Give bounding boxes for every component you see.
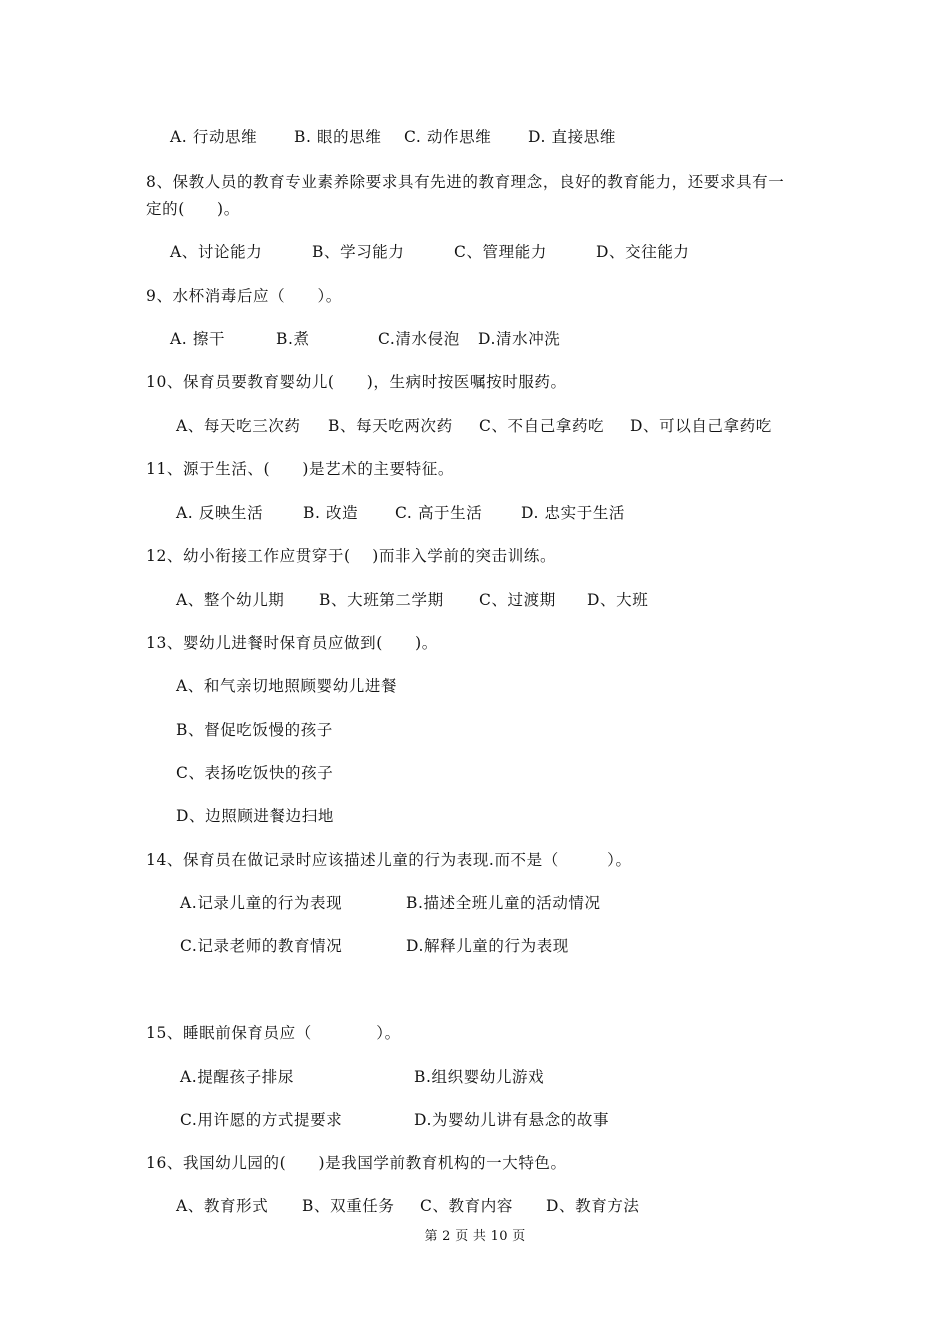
q7-option-c: C. 动作思维: [404, 128, 492, 146]
q11-option-b: B. 改造: [303, 504, 359, 522]
q11-text: 11、源于生活、( )是艺术的主要特征。: [146, 460, 454, 478]
q12-option-d: D、大班: [587, 591, 649, 609]
q14-option-d: D.解释儿童的行为表现: [406, 937, 569, 955]
q13-option-d: D、边照顾进餐边扫地: [176, 807, 334, 825]
page-number-footer: 第 2 页 共 10 页: [424, 1229, 526, 1244]
q9-option-c: C.清水侵泡: [378, 330, 460, 348]
q16-option-d: D、教育方法: [546, 1197, 640, 1215]
q13-option-b: B、督促吃饭慢的孩子: [176, 721, 333, 739]
q15-text: 15、睡眠前保育员应（ ）。: [146, 1024, 401, 1042]
q14-text: 14、保育员在做记录时应该描述儿童的行为表现.而不是（ ）。: [146, 851, 632, 869]
q16-text: 16、我国幼儿园的( )是我国学前教育机构的一大特色。: [146, 1154, 567, 1172]
q8-option-b: B、学习能力: [312, 243, 405, 261]
q8-text-line2: 定的( )。: [146, 200, 240, 218]
q15-option-d: D.为婴幼儿讲有悬念的故事: [414, 1111, 610, 1129]
q15-option-c: C.用许愿的方式提要求: [180, 1111, 343, 1129]
q12-option-b: B、大班第二学期: [319, 591, 444, 609]
q9-option-b: B.煮: [276, 330, 310, 348]
q16-option-a: A、教育形式: [176, 1197, 269, 1215]
q8-option-c: C、管理能力: [454, 243, 547, 261]
q13-text: 13、婴幼儿进餐时保育员应做到( )。: [146, 634, 438, 652]
q12-option-c: C、过渡期: [479, 591, 556, 609]
q8-text-line1: 8、保教人员的教育专业素养除要求具有先进的教育理念，良好的教育能力，还要求具有一: [146, 173, 785, 191]
q14-option-c: C.记录老师的教育情况: [180, 937, 343, 955]
q9-option-d: D.清水冲洗: [478, 330, 561, 348]
q10-option-c: C、不自己拿药吃: [479, 417, 605, 435]
q16-option-c: C、教育内容: [420, 1197, 513, 1215]
q9-option-a: A. 擦干: [170, 330, 226, 348]
q15-option-b: B.组织婴幼儿游戏: [414, 1068, 545, 1086]
q9-text: 9、水杯消毒后应（ ）。: [146, 287, 342, 305]
q12-option-a: A、整个幼儿期: [176, 591, 285, 609]
q11-option-c: C. 高于生活: [395, 504, 483, 522]
q11-option-a: A. 反映生活: [176, 504, 264, 522]
q14-option-b: B.描述全班儿童的活动情况: [406, 894, 601, 912]
q8-option-a: A、讨论能力: [170, 243, 263, 261]
q12-text: 12、幼小衔接工作应贯穿于( )而非入学前的突击训练。: [146, 547, 557, 565]
q13-option-a: A、和气亲切地照顾婴幼儿进餐: [176, 677, 398, 695]
q10-option-b: B、每天吃两次药: [328, 417, 453, 435]
q7-option-b: B. 眼的思维: [294, 128, 382, 146]
q13-option-c: C、表扬吃饭快的孩子: [176, 764, 334, 782]
q7-option-a: A. 行动思维: [170, 128, 258, 146]
q8-option-d: D、交往能力: [596, 243, 690, 261]
q10-option-a: A、每天吃三次药: [176, 417, 301, 435]
q10-text: 10、保育员要教育婴幼儿( )，生病时按医嘱按时服药。: [146, 373, 567, 391]
q10-option-d: D、可以自己拿药吃: [630, 417, 772, 435]
q16-option-b: B、双重任务: [302, 1197, 395, 1215]
q15-option-a: A.提醒孩子排尿: [180, 1068, 294, 1086]
q7-option-d: D. 直接思维: [528, 128, 616, 146]
q11-option-d: D. 忠实于生活: [521, 504, 626, 522]
q14-option-a: A.记录儿童的行为表现: [180, 894, 343, 912]
